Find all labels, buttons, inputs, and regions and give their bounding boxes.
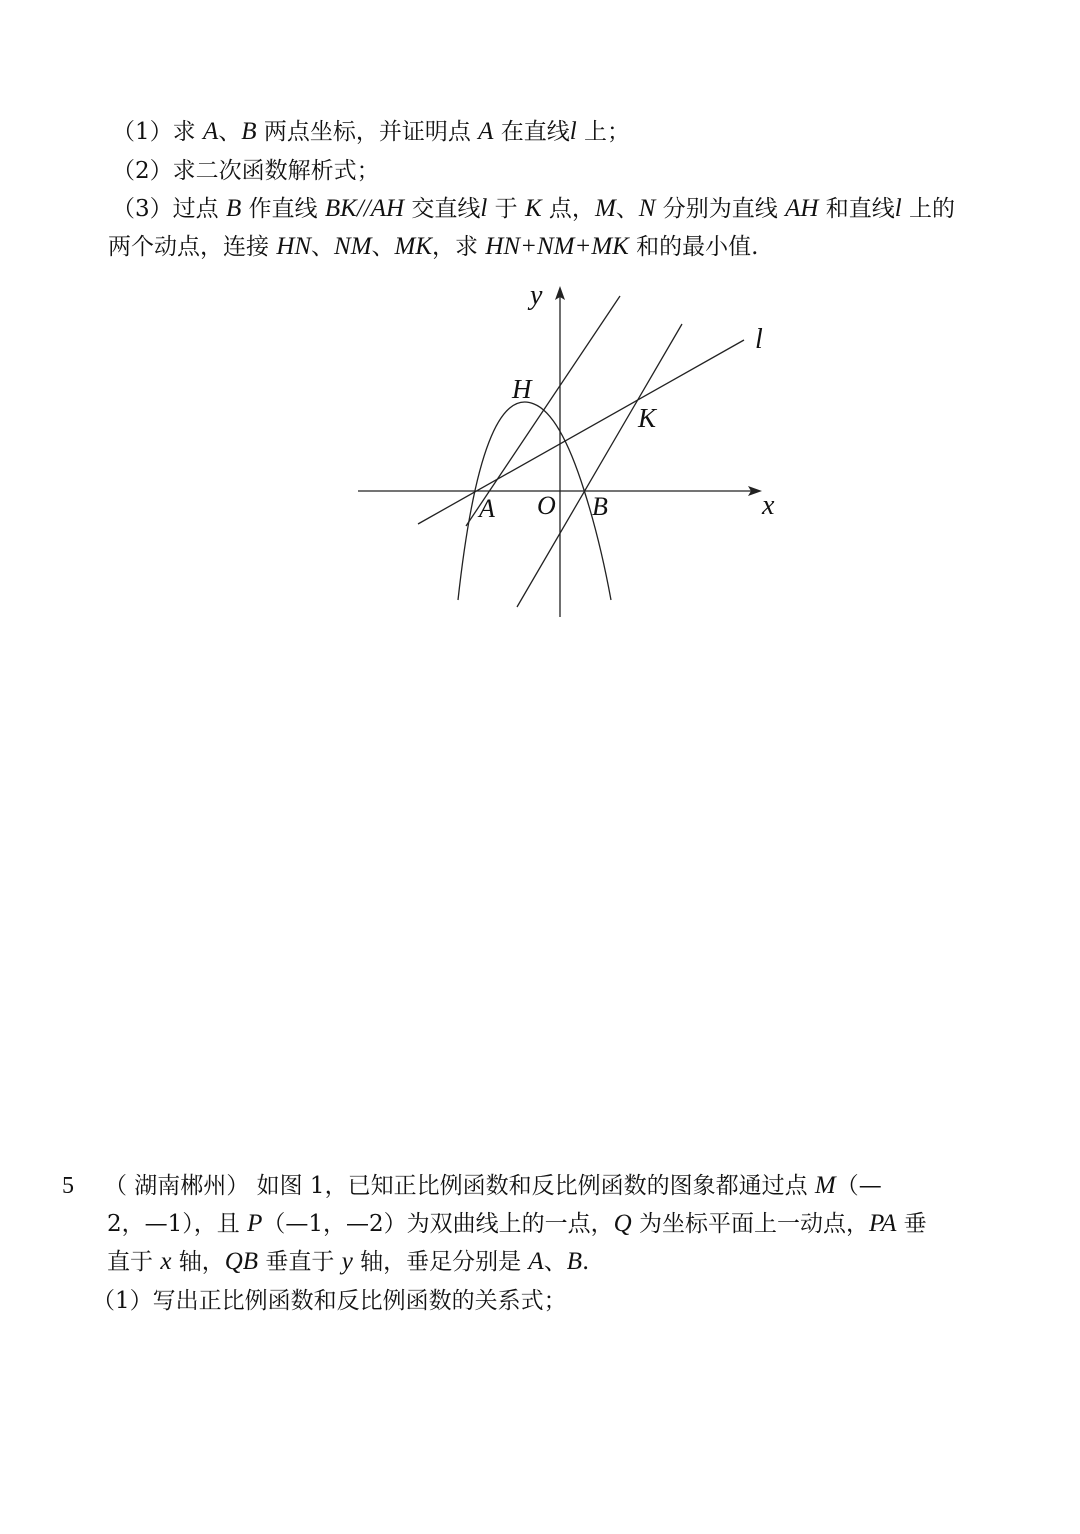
- label-K: K: [638, 403, 657, 433]
- var-A: A: [478, 118, 494, 145]
- q1-text: 两点坐标，并证明点: [256, 119, 479, 145]
- var-B: B: [241, 118, 257, 145]
- var-P: P: [247, 1210, 263, 1237]
- problem-number: 5: [62, 1173, 74, 1199]
- problem5-text: 垂直于: [258, 1249, 342, 1275]
- q3-text: 作直线: [241, 196, 325, 222]
- var-K: K: [524, 195, 542, 222]
- problem5-line-2: [107, 1209, 927, 1239]
- var-l: l: [894, 195, 902, 222]
- var-l: l: [480, 195, 488, 222]
- label-l: l: [755, 324, 763, 355]
- problem5-text: 轴，: [171, 1249, 225, 1275]
- label-H: H: [512, 374, 532, 404]
- var-M: M: [594, 195, 616, 222]
- q3-text: 于: [487, 196, 525, 222]
- q3-text: 两个动点，连接: [108, 234, 277, 260]
- problem5-text: （—1，—2）为双曲线上的一点，: [262, 1211, 614, 1237]
- q3-text: 和直线: [818, 196, 895, 222]
- problem5-line-1: [62, 1171, 882, 1201]
- problem-source: （ 湖南郴州）: [104, 1173, 250, 1199]
- problem5-line-3: [107, 1247, 589, 1277]
- var-B: B: [225, 195, 242, 222]
- var-BK: BK: [324, 195, 357, 222]
- problem5-q1-line: [92, 1286, 567, 1316]
- problem5-text: 如图 1，已知正比例函数和反比例函数的图象都通过点: [249, 1173, 815, 1199]
- q3-text: 和的最小值.: [628, 234, 759, 260]
- var-PA: PA: [869, 1210, 897, 1237]
- q1-text: 、: [218, 119, 242, 145]
- var-N: N: [638, 195, 656, 222]
- problem5-text: .: [581, 1249, 590, 1275]
- q2-text: （2）求二次函数解析式；: [112, 158, 380, 184]
- var-HN: HN: [276, 233, 312, 260]
- label-x: x: [762, 490, 775, 521]
- var-A: A: [528, 1248, 544, 1275]
- var-y: y: [341, 1248, 353, 1275]
- var-NM: NM: [334, 233, 372, 260]
- problem5-text: 垂: [896, 1211, 927, 1237]
- q3-text: （3）过点: [112, 196, 226, 222]
- problem5-q1-text: （1）写出正比例函数和反比例函数的关系式；: [92, 1288, 567, 1314]
- problem5-text: 2，—1），且: [107, 1211, 248, 1237]
- var-l: l: [569, 118, 577, 145]
- parallel-symbol: //: [356, 195, 371, 222]
- problem5-text: 轴，垂足分别是: [352, 1249, 529, 1275]
- q3-text: 分别为直线: [655, 196, 786, 222]
- problem5-text: 直于: [107, 1249, 161, 1275]
- var-AH: AH: [785, 195, 819, 222]
- q3-text: 、: [371, 234, 395, 260]
- label-A: A: [479, 494, 495, 523]
- var-A: A: [202, 118, 219, 145]
- geometry-figure: [0, 0, 1080, 660]
- q1-text: 在直线: [493, 119, 570, 145]
- q3-text: 、: [311, 234, 335, 260]
- problem5-text: 为坐标平面上一动点，: [631, 1211, 870, 1237]
- label-B: B: [592, 492, 608, 521]
- var-M: M: [814, 1172, 836, 1199]
- q1-text: （1）求: [112, 119, 203, 145]
- var-x: x: [160, 1248, 172, 1275]
- q3-text: 、: [615, 196, 639, 222]
- q1-text: 上；: [576, 119, 630, 145]
- q3-text: ，求: [432, 234, 486, 260]
- q3-text: 交直线: [404, 196, 481, 222]
- problem5-text: 、: [543, 1249, 567, 1275]
- var-Q: Q: [613, 1210, 632, 1237]
- label-O: O: [537, 491, 556, 520]
- var-AH: AH: [370, 195, 405, 222]
- var-B: B: [566, 1248, 582, 1275]
- sum-expression: HN+NM+MK: [485, 233, 629, 260]
- var-MK: MK: [394, 233, 433, 260]
- var-QB: QB: [224, 1248, 259, 1275]
- q3-text: 上的: [901, 196, 955, 222]
- problem5-text: （—: [835, 1173, 882, 1199]
- label-y: y: [530, 280, 543, 311]
- line-BK: [517, 324, 682, 607]
- q3-text: 点，: [541, 196, 595, 222]
